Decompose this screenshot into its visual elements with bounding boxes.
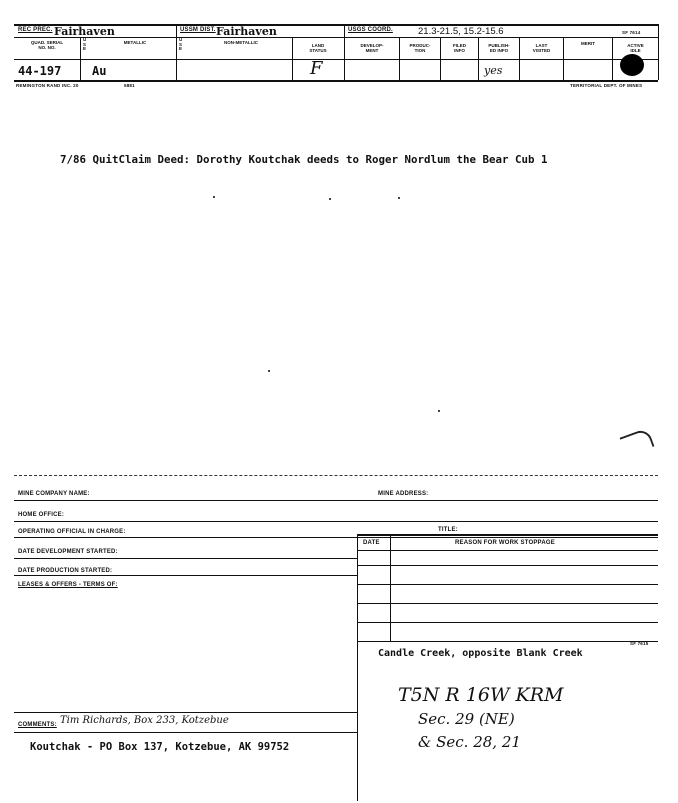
col-use-nonmetallic: U S E: [179, 37, 183, 52]
usgs-coord-label: USGS COORD.: [348, 27, 393, 33]
scan-speck: [398, 197, 400, 199]
col-filed-info: FILED INFO: [453, 43, 466, 53]
usgs-coord-value: 21.3-21.5, 15.2-15.6: [418, 26, 504, 37]
form-number-bottom: SF 7615: [630, 641, 649, 646]
col-land-status: LAND STATUS: [309, 43, 327, 53]
hand-section-1: Sec. 29 (NE): [418, 710, 515, 728]
bottom-card: [0, 470, 678, 803]
metallic-value: Au: [92, 64, 107, 78]
ussm-dist-label: USSM DIST.: [180, 27, 216, 33]
hand-section-2: & Sec. 28, 21: [418, 733, 521, 751]
top-card: [0, 0, 678, 95]
scan-speck: [268, 370, 270, 372]
published-info-value: yes: [484, 64, 503, 77]
col-active-idle: ACTIVE IDLE: [627, 43, 644, 53]
col-merit: MERIT: [581, 41, 595, 46]
rec-prec-label: REC PREC.: [18, 27, 53, 33]
title-label: TITLE:: [438, 527, 458, 533]
comments-value: Tim Richards, Box 233, Kotzebue: [60, 715, 229, 726]
col-production: PRODUC- TION: [409, 43, 431, 53]
mine-address-label: MINE ADDRESS:: [378, 491, 429, 497]
operating-official-label: OPERATING OFFICIAL IN CHARGE:: [18, 529, 126, 535]
date-development-label: DATE DEVELOPMENT STARTED:: [18, 549, 118, 555]
land-status-value: F: [310, 58, 323, 79]
footer-right: TERRITORIAL DEPT. OF MINES: [570, 83, 643, 88]
reason-col-header: REASON FOR WORK STOPPAGE: [455, 540, 555, 546]
scan-speck: [213, 196, 215, 198]
mine-company-label: MINE COMPANY NAME:: [18, 491, 90, 497]
home-office-label: HOME OFFICE:: [18, 512, 65, 518]
scan-speck: [329, 198, 331, 200]
col-quad-serial: QUAD. SERIAL NO. NO.: [30, 40, 64, 50]
scan-speck: [438, 410, 440, 412]
address-line: Koutchak - PO Box 137, Kotzebue, AK 99752: [30, 741, 290, 753]
col-last-visited: LAST VISITED: [532, 43, 551, 53]
col-non-metallic: NON-METALLIC: [224, 40, 258, 45]
corner-mark: [619, 427, 654, 456]
col-use-metallic: U S E: [83, 37, 87, 52]
date-col-header: DATE: [363, 540, 380, 546]
active-marker-dot: [620, 54, 644, 76]
col-development: DEVELOP- MENT: [360, 43, 384, 53]
record-note: 7/86 QuitClaim Deed: Dorothy Koutchak deeds to Roger Nordlum the Bear Cub 1: [60, 153, 548, 166]
date-production-label: DATE PRODUCTION STARTED:: [18, 568, 113, 574]
serial-value: 44-197: [18, 64, 62, 78]
leases-label: LEASES & OFFERS - TERMS OF:: [18, 582, 118, 588]
footer-left: REMINGTON RAND INC. 20: [16, 83, 79, 88]
footer-left-code: 5881: [124, 83, 135, 88]
comments-label: COMMENTS:: [18, 722, 57, 728]
form-number-top: SF 7614: [622, 30, 641, 35]
col-metallic: METALLIC: [123, 40, 147, 45]
col-published-info: PUBLISH- ED INFO: [488, 43, 510, 53]
hand-township: T5N R 16W KRM: [398, 684, 564, 706]
rec-prec-value: Fairhaven: [54, 25, 115, 38]
location-text: Candle Creek, opposite Blank Creek: [378, 648, 583, 659]
ussm-dist-value: Fairhaven: [216, 25, 277, 38]
